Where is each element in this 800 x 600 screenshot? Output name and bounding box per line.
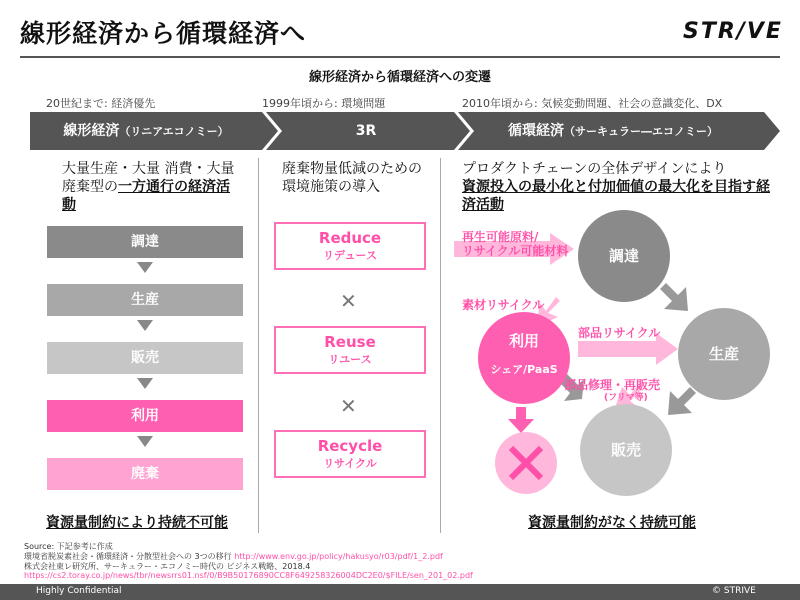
stage-3r-main: 3R [355, 123, 377, 139]
page-title: 線形経済から循環経済へ [20, 19, 307, 48]
linear-step-use: 利用 [47, 400, 243, 432]
era-label-3r: 1999年頃から: 環境問題 [262, 97, 386, 110]
linear-step-dispose: 廃棄 [47, 458, 243, 490]
era-label-circular: 2010年頃から: 気候変動問題、社会の意識変化、DX [462, 97, 723, 110]
reduce-ja: リデュース [323, 249, 377, 262]
slide-subtitle: 線形経済から循環経済への変遷 [308, 70, 491, 85]
times-icon: ✕ [340, 289, 357, 313]
linear-desc-text: 大量生産・大量 消費・大量廃棄型の [62, 161, 235, 195]
source-line-3 [24, 571, 473, 580]
linear-step-sell: 販売 [47, 342, 243, 374]
times-icon: ✕ [340, 394, 357, 418]
linear-conclusion: 資源量制約により持続不可能 [46, 515, 228, 531]
label-repair-resell: 部品修理・再販売 [564, 378, 661, 392]
column-divider [440, 158, 441, 533]
label-flea-market: (フリマ等) [604, 393, 648, 403]
title-divider [20, 56, 780, 58]
linear-step-produce: 生産 [47, 284, 243, 316]
node-use [478, 312, 570, 404]
source-heading: Source: 下記参考に作成 [24, 542, 113, 551]
footer-copyright: © STRIVE [712, 586, 756, 596]
era-label-linear: 20世紀まで: 経済優先 [46, 97, 156, 110]
source-link-1[interactable]: http://www.env.go.jp/policy/hakusyo/r03/pdf/1_2.pdf [234, 552, 443, 561]
arrow-down-icon [137, 320, 153, 331]
arrow-down-left-icon [668, 387, 696, 415]
node-dispose [495, 432, 557, 494]
circular-desc-text: プロダクトチェーンの全体デザインにより [462, 161, 727, 177]
source-link-2[interactable]: https://cs2.toray.co.jp/news/tbr/newsrrs01.nsf/0/B9B50176890CC8F649258326004DC2E0/$FILE/sen_201_02.pdf [24, 571, 473, 580]
strive-logo: STR/VE [683, 19, 783, 44]
node-share-label: シェア/PaaS [490, 363, 558, 376]
label-renewable-2: リサイクル可能材料 [462, 244, 569, 258]
circular-conclusion: 資源量制約がなく持続可能 [528, 515, 696, 531]
reuse-ja: リユース [328, 353, 372, 366]
arrow-down-icon [137, 378, 153, 389]
stage-circular-sub: （サーキュラー―エコノミー） [564, 125, 718, 138]
cross-icon [495, 432, 557, 494]
reuse-box [274, 326, 426, 374]
recycle-en: Recycle [317, 437, 383, 455]
stage-linear [30, 112, 262, 150]
label-material-recycle: 素材リサイクル [462, 298, 545, 312]
arrow-down-right-icon [660, 283, 688, 311]
stage-linear-main: 線形経済 [63, 123, 120, 139]
3r-description: 廃棄物量低減のための環境施策の導入 [282, 161, 422, 195]
stage-circular-main: 循環経済 [508, 123, 564, 139]
label-parts-recycle: 部品リサイクル [578, 326, 661, 340]
arrow-down-icon [137, 262, 153, 273]
recycle-ja: リサイクル [323, 457, 377, 470]
footer-confidential: Highly Confidential [36, 586, 122, 596]
stage-3r [270, 112, 462, 150]
linear-desc-emphasis: 一方通行の経済活動 [62, 179, 230, 213]
label-renewable-1: 再生可能原料/ [462, 230, 539, 244]
reduce-box [274, 222, 426, 270]
linear-step-procure: 調達 [47, 226, 243, 258]
source-line-2: 株式会社東レ研究所、サーキュラー・エコノミー時代の ビジネス戦略、2018.4 [24, 562, 311, 571]
linear-description [62, 160, 242, 214]
circular-description [462, 160, 780, 214]
arrow-down-icon [137, 436, 153, 447]
circular-desc-emphasis: 資源投入の最小化と付加価値の最大化を目指す経済活動 [462, 179, 770, 213]
reduce-en: Reduce [318, 229, 382, 247]
node-sell: 販売 [580, 404, 672, 496]
stage-circular [468, 112, 758, 150]
column-divider [258, 158, 259, 533]
node-produce: 生産 [678, 308, 770, 400]
source-text-1: 環境省脱炭素社会・循環経済・分散型社会への 3つの移行 [24, 552, 235, 561]
stage-linear-sub: （リニアエコノミー） [119, 125, 229, 138]
reuse-en: Reuse [324, 333, 376, 351]
node-procure: 調達 [578, 210, 670, 302]
arrow-down-icon [508, 407, 534, 433]
node-use-label: 利用 [508, 332, 539, 350]
recycle-box [274, 430, 426, 478]
